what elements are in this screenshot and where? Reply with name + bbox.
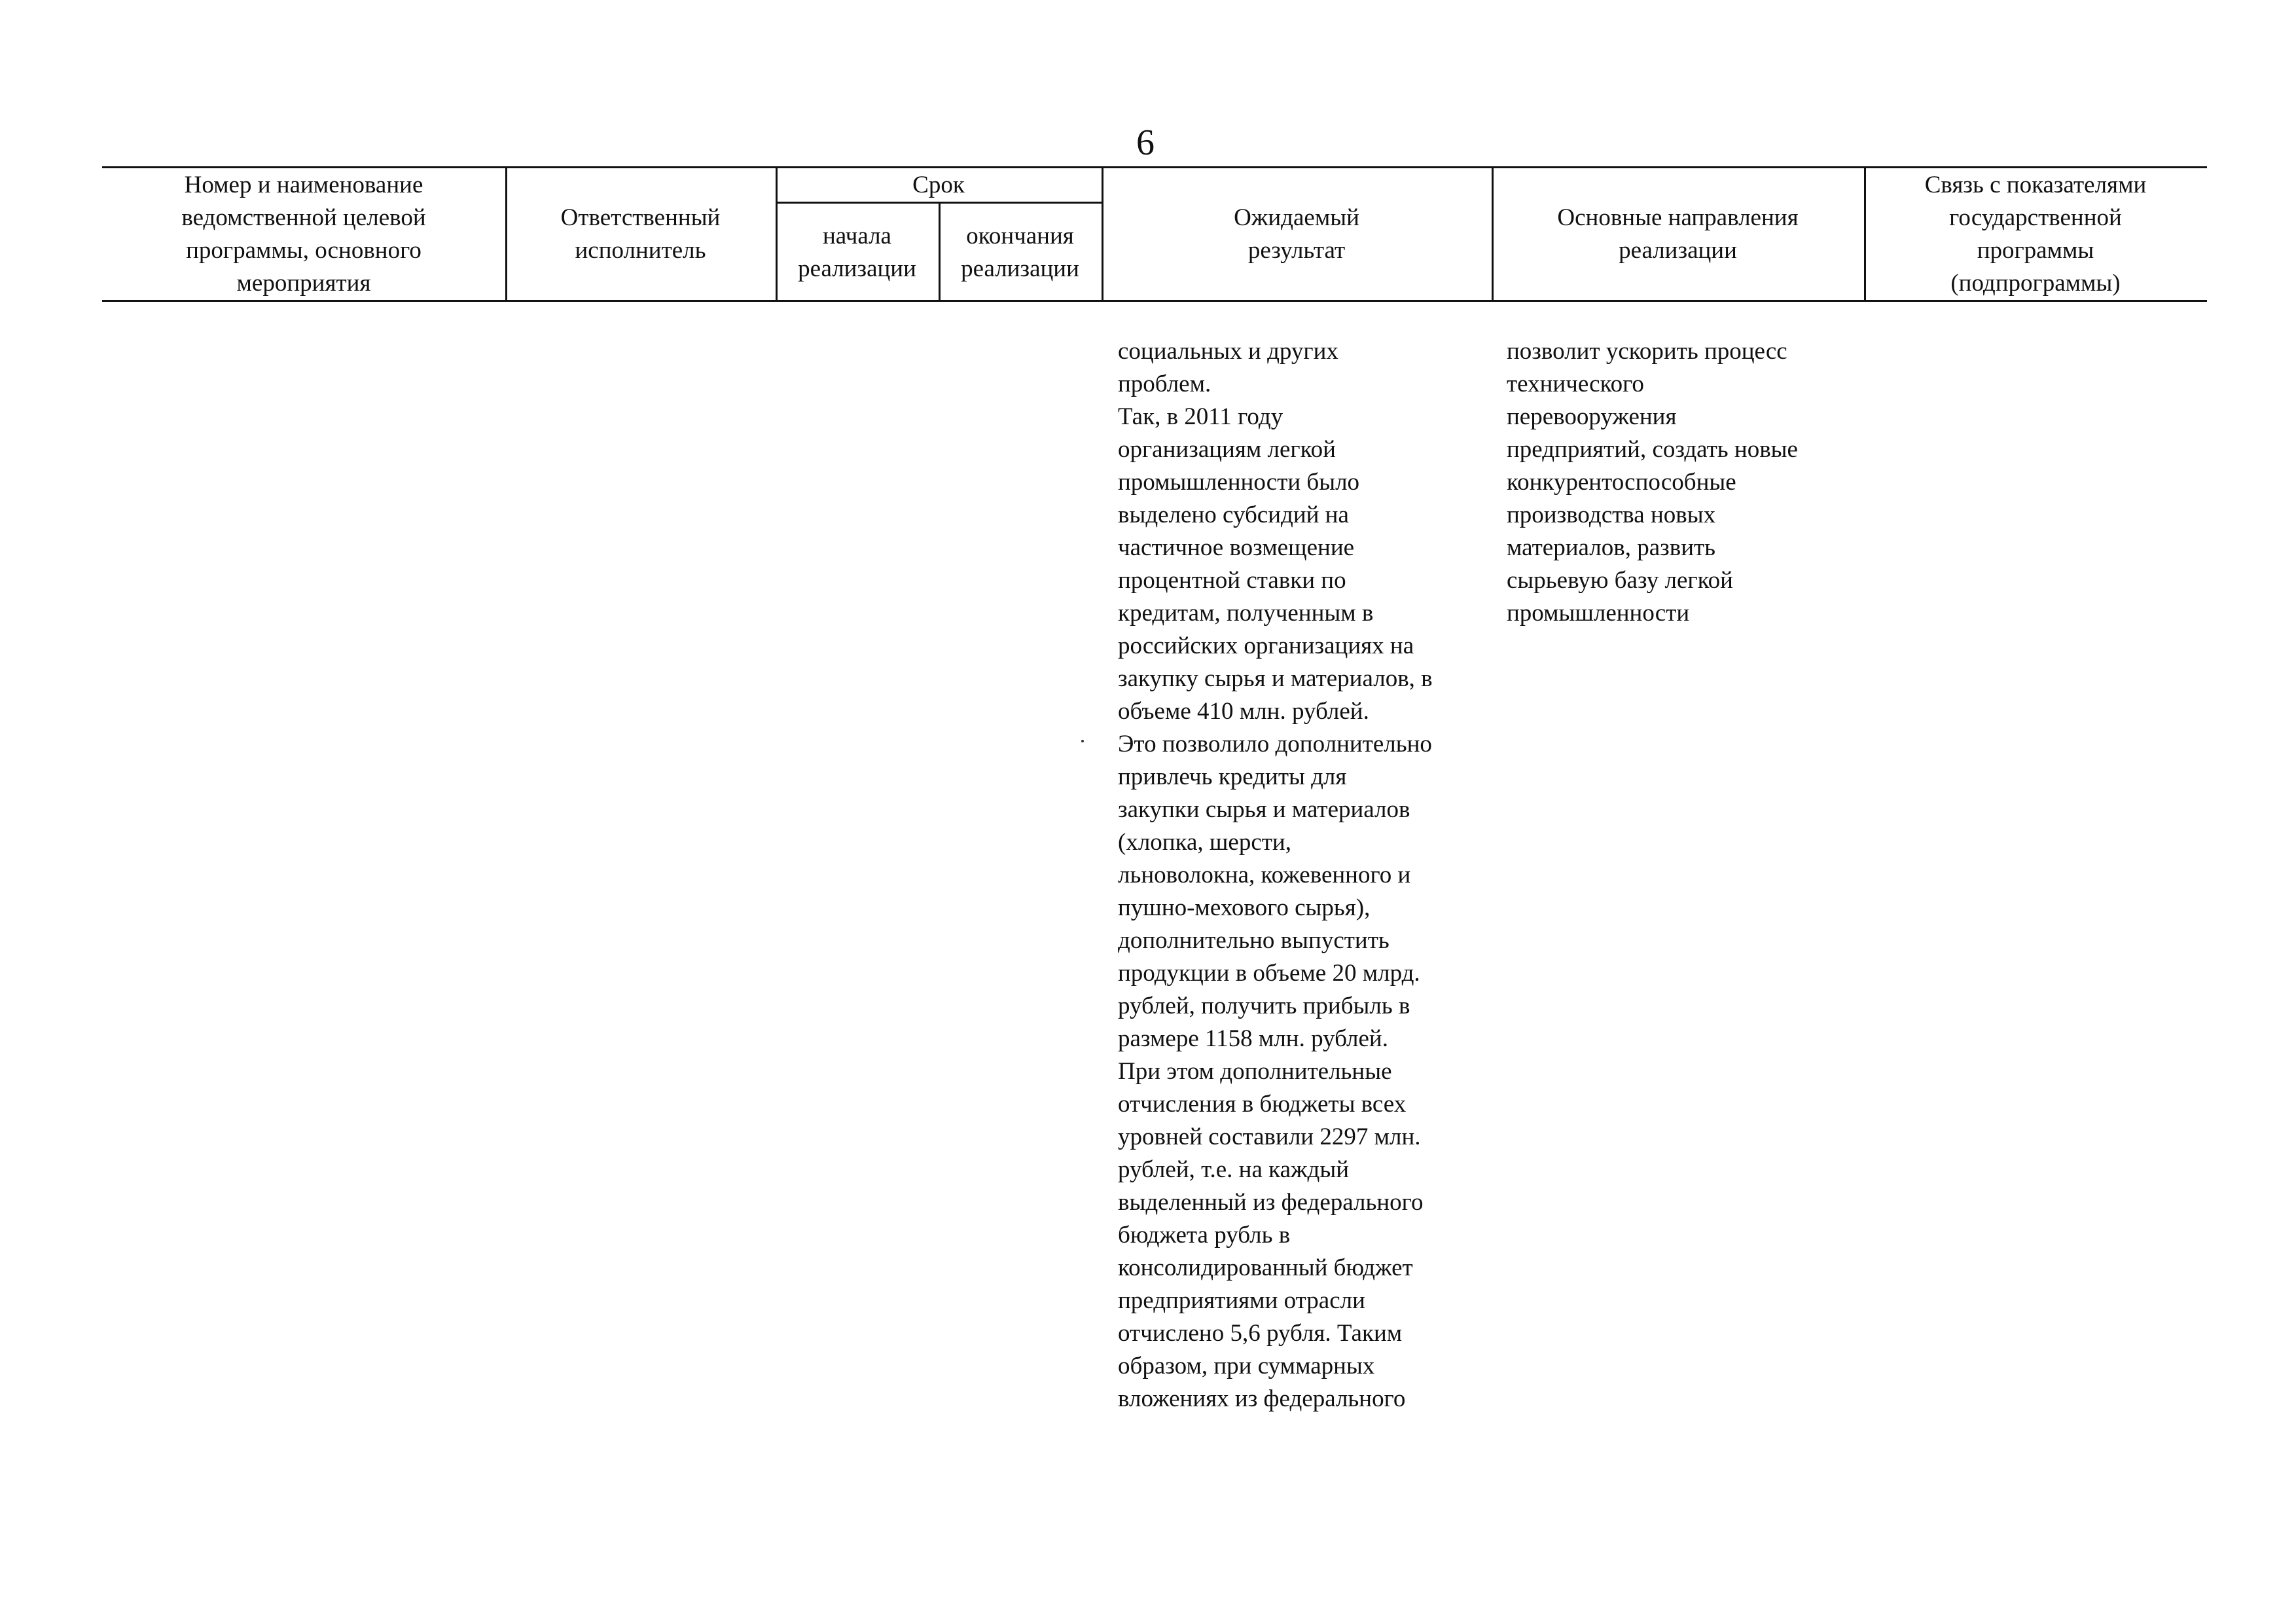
text-line: российских организациях на <box>1118 632 1414 659</box>
text-line: (хлопка, шерсти, <box>1118 829 1291 856</box>
table-top-rule <box>102 166 2207 168</box>
text-line: отчисления в бюджеты всех <box>1118 1091 1407 1118</box>
text-line: закупку сырья и материалов, в <box>1118 665 1433 692</box>
text-line: сырьевую базу легкой <box>1507 567 1733 594</box>
header-program-line: программы, основного <box>186 237 422 264</box>
text-line: размере 1158 млн. рублей. <box>1118 1025 1388 1052</box>
table-header-bottom-rule <box>102 300 2207 302</box>
text-line: частичное возмещение <box>1118 534 1355 561</box>
text-line: производства новых <box>1507 501 1716 528</box>
text-line: консолидированный бюджет <box>1118 1254 1413 1281</box>
page-number: 6 <box>1136 122 1155 163</box>
header-term-label: Срок <box>912 172 965 198</box>
header-program-line: ведомственной целевой <box>181 204 426 231</box>
header-indicators-line: (подпрограммы) <box>1950 270 2121 297</box>
header-end-line: окончания <box>966 223 1074 249</box>
text-line: конкурентоспособные <box>1507 469 1736 496</box>
header-indicators-line: программы <box>1977 237 2094 264</box>
header-executor-line: Ответственный <box>560 204 721 231</box>
expected-result-text <box>1118 335 1433 1415</box>
text-line: кредитам, полученным в <box>1118 600 1374 627</box>
header-indicators <box>1864 169 2207 300</box>
text-line: технического <box>1507 371 1644 397</box>
text-line: промышленности <box>1507 600 1690 627</box>
header-result <box>1102 202 1492 267</box>
text-line: бюджета рубль в <box>1118 1222 1291 1249</box>
header-start-line: начала <box>823 223 891 249</box>
text-line: организациям легкой <box>1118 436 1336 463</box>
text-line: перевооружения <box>1507 403 1677 430</box>
header-executor-line: исполнитель <box>575 237 706 264</box>
header-directions <box>1492 202 1864 267</box>
header-directions-line: Основные направления <box>1557 204 1799 231</box>
text-line: объеме 410 млн. рублей. <box>1118 698 1369 725</box>
text-line: проблем. <box>1118 371 1211 397</box>
text-line: выделено субсидий на <box>1118 501 1349 528</box>
text-line: социальных и других <box>1118 338 1338 365</box>
text-line: предприятиями отрасли <box>1118 1287 1365 1314</box>
text-line: пушно-мехового сырья), <box>1118 894 1371 921</box>
text-line: материалов, развить <box>1507 534 1716 561</box>
header-indicators-line: Связь с показателями <box>1924 172 2147 198</box>
text-line: Так, в 2011 году <box>1118 403 1283 430</box>
text-line: льноволокна, кожевенного и <box>1118 862 1411 888</box>
scan-dot <box>1081 740 1084 742</box>
header-indicators-line: государственной <box>1949 204 2122 231</box>
header-start-line: реализации <box>798 255 916 282</box>
header-end <box>939 220 1102 285</box>
text-line: предприятий, создать новые <box>1507 436 1798 463</box>
main-directions-text <box>1507 335 1798 630</box>
text-line: процентной ставки по <box>1118 567 1346 594</box>
header-program-line: Номер и наименование <box>184 172 423 198</box>
text-line: рублей, получить прибыль в <box>1118 993 1410 1019</box>
text-line: выделенный из федерального <box>1118 1189 1424 1216</box>
header-program <box>102 169 505 300</box>
header-end-line: реализации <box>961 255 1079 282</box>
text-line: рублей, т.е. на каждый <box>1118 1156 1350 1183</box>
text-line: Это позволило дополнительно <box>1118 731 1432 757</box>
header-program-line: мероприятия <box>236 270 371 297</box>
header-directions-line: реализации <box>1619 237 1737 264</box>
text-line: позволит ускорить процесс <box>1507 338 1787 365</box>
text-line: При этом дополнительные <box>1118 1058 1392 1085</box>
header-result-line: результат <box>1247 237 1346 264</box>
header-start <box>776 220 939 285</box>
header-executor <box>505 202 776 267</box>
text-line: образом, при суммарных <box>1118 1353 1375 1379</box>
text-line: продукции в объеме 20 млрд. <box>1118 960 1420 987</box>
header-term <box>776 169 1102 202</box>
text-line: вложениях из федерального <box>1118 1385 1406 1412</box>
text-line: закупки сырья и материалов <box>1118 796 1410 823</box>
text-line: промышленности было <box>1118 469 1360 496</box>
text-line: отчислено 5,6 рубля. Таким <box>1118 1320 1403 1347</box>
text-line: привлечь кредиты для <box>1118 763 1347 790</box>
text-line: уровней составили 2297 млн. <box>1118 1123 1421 1150</box>
header-result-line: Ожидаемый <box>1234 204 1359 231</box>
text-line: дополнительно выпустить <box>1118 927 1390 954</box>
